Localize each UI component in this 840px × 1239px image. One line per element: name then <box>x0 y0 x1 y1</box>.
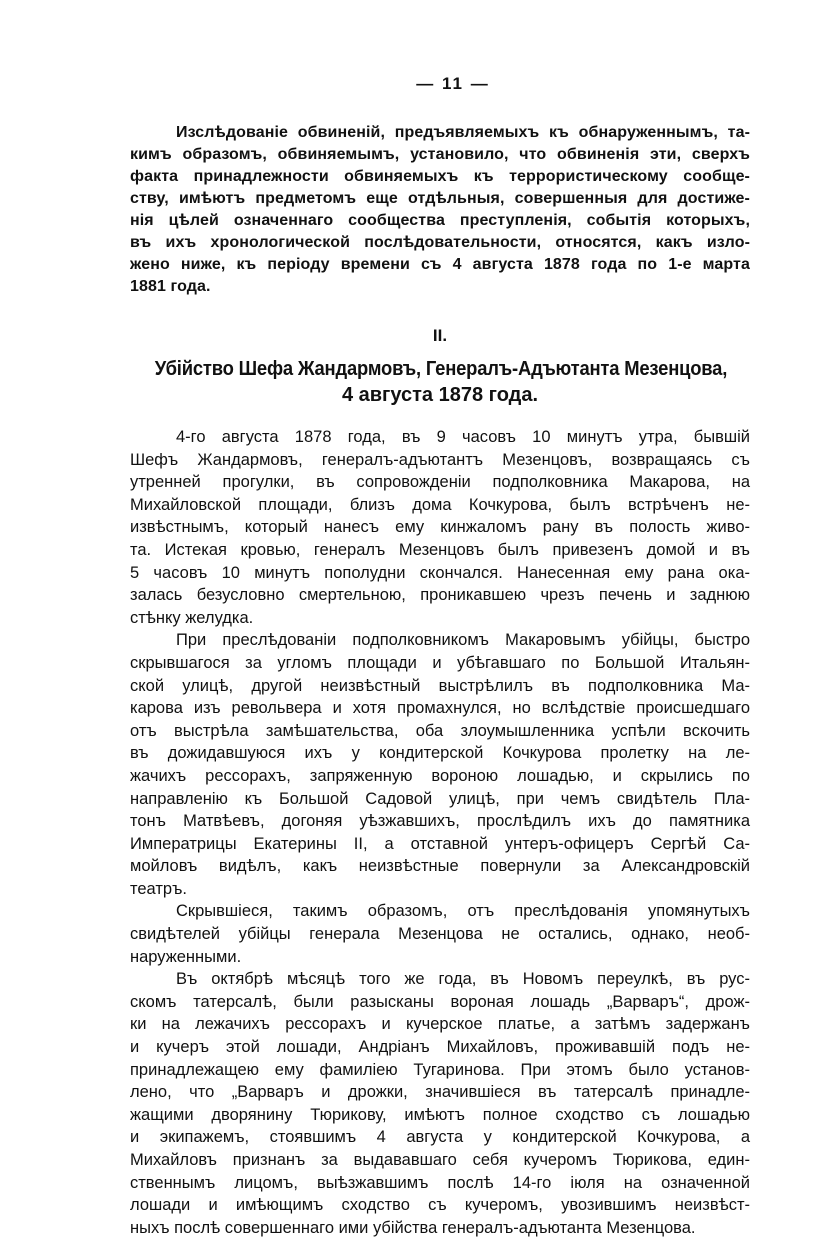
body-paragraph-4 <box>130 968 750 1239</box>
text-line: жено ниже, къ періоду времени съ 4 августа 1878 года по 1-е марта <box>130 256 750 273</box>
section-title-line-2: 4 августа 1878 года. <box>341 384 539 406</box>
text-line: При преслѣдованіи подполковникомъ Макаровымъ убійцы, быстро <box>176 631 750 650</box>
text-line: Изслѣдованіе обвиненій, предъявляемыхъ къ обнаруженнымъ, та- <box>176 124 750 141</box>
text-line: скрывшагося за угломъ площади и убѣгавшаго по Большой Итальян- <box>130 653 750 672</box>
text-line: жачихъ рессорахъ, запряженную вороною лошадью, и скрылись по <box>130 766 750 785</box>
text-line: лено, что „Варваръ и дрожки, значившіеся въ татерсалѣ принадле- <box>130 1083 750 1102</box>
section-heading <box>130 356 750 408</box>
text-line: въ дожидавшуюся ихъ у кондитерской Кочкурова пролетку на ле- <box>130 744 750 763</box>
text-line: стѣнку желудка. <box>130 608 254 627</box>
text-line: и экипажемъ, стоявшимъ 4 августа у кондитерской Кочкурова, а <box>130 1128 750 1147</box>
text-line: мойловъ видѣлъ, какъ неизвѣстные повернули за Александровскій <box>130 857 750 876</box>
text-line: извѣстнымъ, который нанесъ ему кинжаломъ рану въ полость живо- <box>130 518 750 537</box>
text-line: жащими дворянину Тюрикову, имѣютъ полное сходство съ лошадью <box>130 1105 750 1124</box>
text-line: утренней прогулки, въ сопровожденіи подполковника Макарова, на <box>130 473 750 492</box>
text-line: ныхъ послѣ совершеннаго ими убійства генералъ-адъютанта Мезенцова. <box>130 1218 696 1237</box>
section-numeral: II. <box>432 326 448 345</box>
text-line: Михайловской площади, близъ дома Кочкурова, былъ встрѣченъ не- <box>130 495 750 514</box>
text-line: та. Истекая кровью, генералъ Мезенцовъ былъ привезенъ домой и въ <box>130 540 750 559</box>
text-line: принадлежащею ему фамиліею Тугаринова. При этомъ было установ- <box>130 1060 750 1079</box>
text-line: театръ. <box>130 879 187 898</box>
section-body <box>130 426 750 1239</box>
text-line: факта принадлежности обвиняемыхъ къ террористическому сообще- <box>130 168 750 185</box>
body-paragraph-3 <box>130 900 750 968</box>
text-line: отъ выстрѣла замѣшательства, оба злоумышленника успѣли вскочить <box>130 721 750 740</box>
text-line: ству, имѣютъ предметомъ еще отдѣльныя, совершенныя для достиже- <box>130 190 750 207</box>
body-paragraph-1 <box>130 426 750 629</box>
text-line: 5 часовъ 10 минутъ пополудни скончался. Нанесенная ему рана ока- <box>130 563 750 582</box>
text-line: ской улицѣ, другой неизвѣстный выстрѣлилъ въ подполковника Ма- <box>130 676 750 695</box>
text-line: залась безусловно смертельною, проникавшею чрезъ печень и заднюю <box>130 586 750 605</box>
text-line: въ ихъ хронологической послѣдовательности, относятся, какъ изло- <box>130 234 750 251</box>
text-line: лошади и имѣющимъ сходство съ кучеромъ, увозившимъ неизвѣст- <box>130 1196 750 1215</box>
text-line: наруженными. <box>130 947 242 966</box>
text-line: ки на лежачихъ рессорахъ и кучерское платье, а затѣмъ задержанъ <box>130 1015 750 1034</box>
text-line: ственнымъ лицомъ, выѣзжавшимъ послѣ 14-го іюля на означенной <box>130 1173 750 1192</box>
body-paragraph-2 <box>130 629 750 900</box>
text-line: Михайловъ признанъ за выдававшаго себя кучеромъ Тюрикова, един- <box>130 1151 750 1169</box>
text-line: свидѣтелей убійцы генерала Мезенцова не остались, однако, необ- <box>130 925 750 944</box>
intro-paragraph <box>130 122 750 298</box>
text-line: Шефъ Жандармовъ, генералъ-адъютантъ Мезенцовъ, возвращаясь съ <box>130 450 750 469</box>
text-line: Въ октябрѣ мѣсяцѣ того же года, въ Новомъ переулкѣ, въ рус- <box>176 970 750 989</box>
page-number: — 11 — <box>416 74 490 93</box>
text-line: Императрицы Екатерины II, а отставной унтеръ-офицеръ Сергѣй Са- <box>130 834 750 853</box>
text-line: и кучеръ этой лошади, Андріанъ Михайловъ, проживавшій подъ не- <box>130 1038 750 1057</box>
text-line: 4-го августа 1878 года, въ 9 часовъ 10 минутъ утра, бывшій <box>176 428 750 446</box>
text-line: тонъ Матвѣевъ, догоняя уѣзжавшихъ, прослѣдилъ ихъ до памятника <box>130 812 750 831</box>
section-title-line-1: Убійство Шефа Жандармовъ, Генералъ-Адъютанта Мезенцова, <box>154 358 728 380</box>
text-line: Скрывшіеся, такимъ образомъ, отъ преслѣдованія упомянутыхъ <box>176 902 750 921</box>
text-line: кимъ образомъ, обвиняемымъ, установило, что обвиненія эти, сверхъ <box>130 146 750 163</box>
text-line: нія цѣлей означеннаго сообщества преступленія, событія которыхъ, <box>130 212 750 229</box>
text-line: скомъ татерсалѣ, были разысканы вороная лошадь „Варваръ“, дрож- <box>130 992 750 1011</box>
text-line: карова изъ револьвера и хотя промахнулся, но вслѣдствіе происшедшаго <box>130 699 750 718</box>
text-line: направленію къ Большой Садовой улицѣ, при чемъ свидѣтель Пла- <box>130 789 750 808</box>
text-line: 1881 года. <box>130 278 211 295</box>
